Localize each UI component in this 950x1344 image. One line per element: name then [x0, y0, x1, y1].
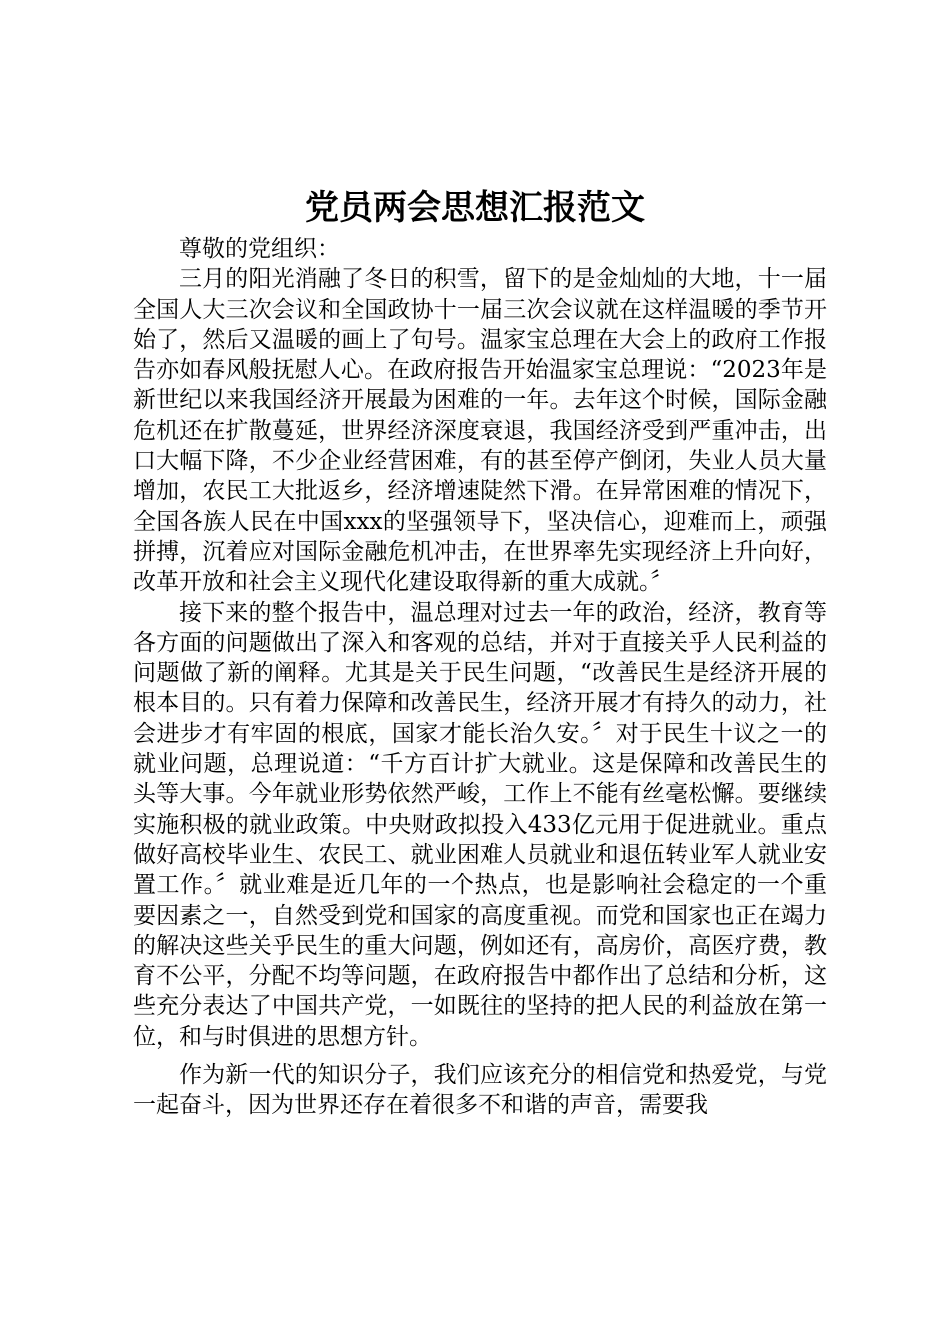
- paragraph-2: 接下来的整个报告中，温总理对过去一年的政治，经济，教育等各方面的问题做出了深入和客观的总结，并对于直接关乎人民利益的问题做了新的阐释。尤其是关于民生问题，“改善民生是经济开展的根本目的。只有着力保障和改善民生，经济开展才有持久的动力，社会进步才有牢固的根底，国家才能长治久安。〞对于民生十议之一的就业问题，总理说道：“千方百计扩大就业。这是保障和改善民生的头等大事。今年就业形势依然严峻，工作上不能有丝毫松懈。要继续实施积极的就业政策。中央财政拟投入433亿元用于促进就业。重点做好高校毕业生、农民工、就业困难人员就业和退伍转业军人就业安置工作。〞就业难是近几年的一个热点，也是影响社会稳定的一个重要因素之一，自然受到党和国家的高度重视。而党和国家也正在竭力的解决这些关乎民生的重大问题，例如还有，高房价，高医疗费，教育不公平，分配不均等问题，在政府报告中都作出了总结和分析，这些充分表达了中国共产党，一如既往的坚持的把人民的利益放在第一位，和与时俱进的思想方针。: [133, 599, 827, 1050]
- document-body: [133, 234, 827, 1121]
- document-title: 党员两会思想汇报范文: [305, 188, 645, 228]
- salutation: 尊敬的党组织：: [179, 236, 340, 262]
- paragraph-1: 三月的阳光消融了冬日的积雪，留下的是金灿灿的大地，十一届全国人大三次会议和全国政协十一届三次会议就在这样温暖的季节开始了，然后又温暖的画上了句号。温家宝总理在大会上的政府工作报告亦如春风般抚慰人心。在政府报告开始温家宝总理说：“2023年是新世纪以来我国经济开展最为困难的一年。去年这个时候，国际金融危机还在扩散蔓延，世界经济深度衰退，我国经济受到严重冲击，出口大幅下降，不少企业经营困难，有的甚至停产倒闭，失业人员大量增加，农民工大批返乡，经济增速陡然下滑。在异常困难的情况下，全国各族人民在中国xxx的坚强领导下，坚决信心，迎难而上，顽强拼搏，沉着应对国际金融危机冲击，在世界率先实现经济上升向好，改革开放和社会主义现代化建设取得新的重大成就。〞: [133, 266, 827, 596]
- paragraph-3: 作为新一代的知识分子，我们应该充分的相信党和热爱党，与党一起奋斗，因为世界还存在着很多不和谐的声音，需要我: [133, 1062, 827, 1119]
